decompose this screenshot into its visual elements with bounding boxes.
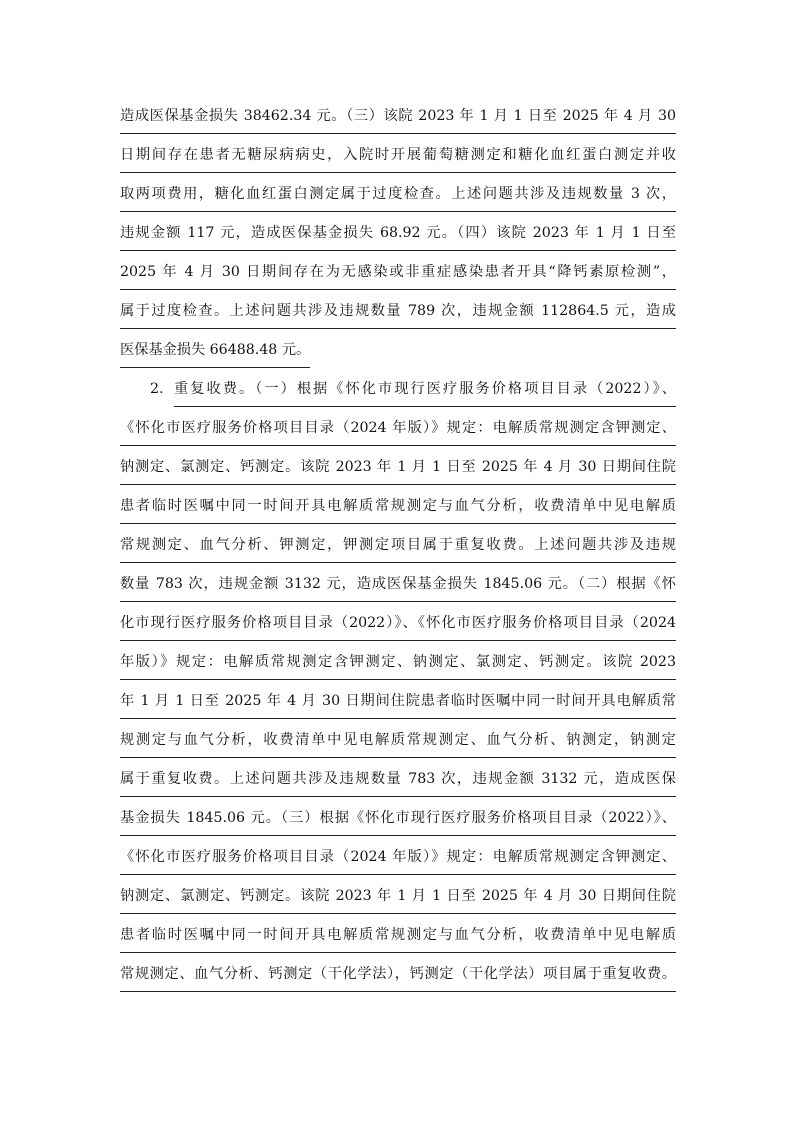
text-line: 属于过度检查。上述问题共涉及违规数量 789 次，违规金额 112864.5 元，造成 xyxy=(120,299,676,329)
text-line: 《怀化市医疗服务价格项目目录（2024 年版）》规定：电解质常规测定含钾测定、 xyxy=(120,416,676,446)
text-line: 患者临时医嘱中同一时间开具电解质常规测定与血气分析，收费清单中见电解质 xyxy=(120,494,676,524)
text-line: 2025 年 4 月 30 日期间存在为无感染或非重症感染患者开具“降钙素原检测”， xyxy=(120,260,676,290)
text-line: 规测定与血气分析，收费清单中见电解质常规测定、血气分析、钠测定，钠测定 xyxy=(120,728,676,758)
text-line: 钠测定、氯测定、钙测定。该院 2023 年 1 月 1 日至 2025 年 4 月 30 日期间住院 xyxy=(120,884,676,914)
text-line: 违规金额 117 元，造成医保基金损失 68.92 元。（四）该院 2023 年 1 月 1 日至 xyxy=(120,221,676,251)
text-line: 年版）》规定：电解质常规测定含钾测定、钠测定、氯测定、钙测定。该院 2023 xyxy=(120,650,676,680)
section-2-first-line xyxy=(150,377,676,407)
text-line: 数量 783 次，违规金额 3132 元，造成医保基金损失 1845.06 元。（二）根据《怀 xyxy=(120,572,676,602)
text-line: 日期间存在患者无糖尿病病史，入院时开展葡萄糖测定和糖化血红蛋白测定并收 xyxy=(120,143,676,173)
section-2-heading-text: 重复收费。（一）根据《怀化市现行医疗服务价格项目目录（2022）》、 xyxy=(174,377,676,407)
text-line: 属于重复收费。上述问题共涉及违规数量 783 次，违规金额 3132 元，造成医保 xyxy=(120,767,676,797)
text-line: 造成医保基金损失 38462.34 元。（三）该院 2023 年 1 月 1 日至 2025 年 4 月 30 xyxy=(120,104,676,134)
text-line: 常规测定、血气分析、钙测定（干化学法），钙测定（干化学法）项目属于重复收费。 xyxy=(120,962,676,992)
text-line: 年 1 月 1 日至 2025 年 4 月 30 日期间住院患者临时医嘱中同一时间开具电解质常 xyxy=(120,689,676,719)
text-line: 常规测定、血气分析、钾测定，钾测定项目属于重复收费。上述问题共涉及违规 xyxy=(120,533,676,563)
text-line: 医保基金损失 66488.48 元。 xyxy=(120,338,310,368)
section-2-number: 2. xyxy=(150,381,164,397)
text-line: 钠测定、氯测定、钙测定。该院 2023 年 1 月 1 日至 2025 年 4 月 30 日期间住院 xyxy=(120,455,676,485)
text-line: 基金损失 1845.06 元。（三）根据《怀化市现行医疗服务价格项目目录（2022）》、 xyxy=(120,806,676,836)
text-line: 化市现行医疗服务价格项目目录（2022）》、《怀化市医疗服务价格项目目录（2024 xyxy=(120,611,676,641)
text-line: 取两项费用，糖化血红蛋白测定属于过度检查。上述问题共涉及违规数量 3 次， xyxy=(120,182,676,212)
text-line: 《怀化市医疗服务价格项目目录（2024 年版）》规定：电解质常规测定含钾测定、 xyxy=(120,845,676,875)
text-line: 患者临时医嘱中同一时间开具电解质常规测定与血气分析，收费清单中见电解质 xyxy=(120,923,676,953)
